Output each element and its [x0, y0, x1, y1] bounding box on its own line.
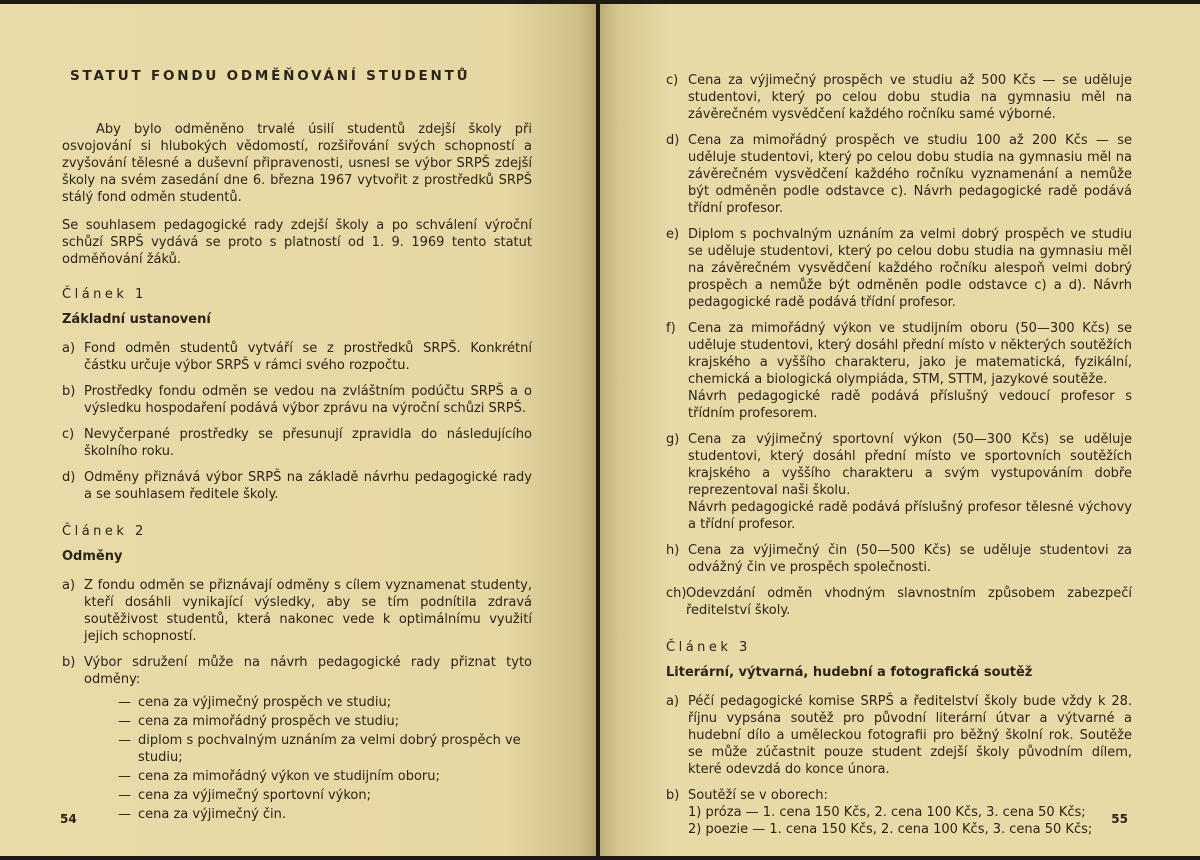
article-2-item-g: [666, 431, 1132, 533]
list-item: [118, 768, 532, 785]
article-2-item-c: [666, 72, 1132, 123]
article-3-label: Článek 3: [666, 640, 751, 655]
item-text: Cena za výjimečný čin (50—500 Kčs) se uděluje studentovi za odvážný čin ve prospěch společnosti.: [688, 543, 1132, 575]
list-item: [118, 787, 532, 804]
dash-marker: —: [118, 769, 131, 784]
article-1-label: Článek 1: [62, 287, 147, 302]
article-1-item-c: [62, 426, 532, 460]
item-text: Cena za výjimečný prospěch ve studiu až 500 Kčs — se uděluje studentovi, který po celou dobu studia na gymnasiu měl na závěrečném vysvědčení každého ročníku samé výborné.: [688, 73, 1132, 122]
item-text: Z fondu odměn se přiznávají odměny s cílem vyznamenat studenty, kteří dosáhli vynikající výsledky, aby se tím podnítila zdravá soutěživost studentů, která nakonec vede k optimálnímu využití jejich schopností.: [84, 578, 532, 644]
rewards-list: [118, 694, 532, 823]
article-3-title: Literární, výtvarná, hudební a fotografická soutěž: [666, 665, 1033, 680]
item-text-block: [688, 320, 1132, 422]
item-text: Péčí pedagogické komise SRPŠ a ředitelství školy bude vždy k 28. říjnu vypsána soutěž pro původní literární útvar a výtvarné a hudební dílo a uměleckou fotografii pro běžný školní rok. Soutěže se může zúčastnit pouze student zdejší školy původním dílem, které odevzdá do konce února.: [688, 694, 1132, 777]
article-1-item-a: [62, 340, 532, 374]
page-number-right: 55: [1111, 812, 1128, 826]
list-item: [118, 694, 532, 711]
item-marker: g): [666, 432, 680, 447]
item-marker: b): [62, 384, 76, 399]
list-item-text: cena za výjimečný sportovní výkon;: [138, 788, 371, 803]
item-marker: d): [666, 133, 680, 148]
item-marker: b): [62, 655, 76, 670]
item-marker: ch): [666, 586, 687, 601]
item-text: Výbor sdružení může na návrh pedagogické rady přiznat tyto odměny:: [84, 655, 532, 687]
left-page: [0, 4, 596, 856]
item-marker: h): [666, 543, 680, 558]
item-marker: a): [62, 578, 76, 593]
dash-marker: —: [118, 807, 131, 822]
category-prose: 1) próza — 1. cena 150 Kčs, 2. cena 100 Kčs, 3. cena 50 Kčs;: [688, 805, 1086, 820]
article-2-item-e: [666, 226, 1132, 311]
item-text: Odměny přiznává výbor SRPŠ na základě návrhu pedagogické rady a se souhlasem ředitele školy.: [84, 470, 532, 502]
dash-marker: —: [118, 733, 131, 748]
item-marker: b): [666, 788, 680, 803]
article-2-item-a: [62, 577, 532, 645]
dash-marker: —: [118, 695, 131, 710]
item-text: Odevzdání odměn vhodným slavnostním způsobem zabezpečí ředitelství školy.: [686, 586, 1132, 618]
intro-paragraph-2: Se souhlasem pedagogické rady zdejší školy a po schválení výroční schůzí SRPŠ vydává se proto s platností od 1. 9. 1969 tento statut odměňování žáků.: [62, 218, 532, 267]
item-marker: f): [666, 321, 676, 336]
article-2-item-ch: [666, 585, 1132, 619]
list-item-text: cena za výjimečný čin.: [138, 807, 287, 822]
item-marker: a): [666, 694, 680, 709]
list-item-text: cena za mimořádný prospěch ve studiu;: [138, 714, 400, 729]
list-item-text: diplom s pochvalným uznáním za velmi dobrý prospěch ve studiu;: [138, 733, 521, 765]
item-marker: e): [666, 227, 680, 242]
article-2-label: Článek 2: [62, 524, 147, 539]
item-text: Fond odměn studentů vytváří se z prostředků SRPŠ. Konkrétní částku určuje výbor SRPŠ v rámci svého rozpočtu.: [84, 341, 532, 373]
article-3-item-a: [666, 693, 1132, 778]
article-1-item-d: [62, 469, 532, 503]
item-marker: d): [62, 470, 76, 485]
page-number-left: 54: [60, 812, 77, 826]
list-item: [118, 713, 532, 730]
dash-marker: —: [118, 788, 131, 803]
intro-paragraph-1: Aby bylo odměněno trvalé úsilí studentů zdejší školy při osvojování si hlubokých vědomostí, rozšiřování svých schopností a zvyšování tělesné a duševní připravenosti, usnesl se výbor SRPŠ zdejší školy na svém zasedání dne 6. března 1967 vytvořit z prostředků SRPŠ stálý fond odměn studentů.: [62, 122, 532, 205]
item-text: Soutěží se v oborech:: [688, 788, 828, 803]
item-text: Cena za výjimečný sportovní výkon (50—300 Kčs) se uděluje studentovi, který dosáhl přední místo ve sportovních soutěžích krajského a vyššího charakteru a svým vystupováním dobře reprezentoval naši školu.: [688, 432, 1132, 498]
list-item-text: cena za výjimečný prospěch ve studiu;: [138, 695, 392, 710]
item-text: Cena za mimořádný prospěch ve studiu 100 až 200 Kčs — se uděluje studentovi, který po celou dobu studia na gymnasiu měl na závěrečném vysvědčení každého ročníku vyznamenání a nemůže být odměněn podle odstavce c). Návrh pedagogické radě podává třídní profesor.: [688, 133, 1132, 216]
list-item: [118, 806, 532, 823]
article-2-title: Odměny: [62, 549, 123, 564]
right-page: [600, 4, 1200, 856]
item-note: Návrh pedagogické radě podává příslušný profesor tělesné výchovy a třídní profesor.: [688, 500, 1132, 532]
item-text: Cena za mimořádný výkon ve studijním oboru (50—300 Kčs) se uděluje studentovi, který dosáhl přední místo v některých soutěžích krajského a vyššího charakteru, jako je matematická, fyzikální, chemická a biologická olympiáda, STM, STTM, jazykové soutěže.: [688, 321, 1132, 387]
left-page-content: [62, 68, 532, 825]
list-item: [118, 732, 532, 766]
document-title: STATUT FONDU ODMĚŇOVÁNÍ STUDENTŮ: [70, 68, 471, 84]
item-marker: c): [666, 73, 679, 88]
item-text-block: [688, 431, 1132, 533]
item-text: Diplom s pochvalným uznáním za velmi dobrý prospěch ve studiu se uděluje studentovi, který po celou dobu studia na gymnasiu měl na závěrečném vysvědčení každého ročníku alespoň velmi dobrý prospěch a nemůže být odměněn podle odstavce c) a d). Návrh pedagogické radě podává třídní profesor.: [688, 227, 1132, 310]
right-page-content: [666, 72, 1132, 847]
dash-marker: —: [118, 714, 131, 729]
list-item-text: cena za mimořádný výkon ve studijním oboru;: [138, 769, 440, 784]
article-2-item-f: [666, 320, 1132, 422]
item-note: Návrh pedagogické radě podává příslušný vedoucí profesor s třídním profesorem.: [688, 389, 1132, 421]
article-2-item-h: [666, 542, 1132, 576]
article-2-item-b: [62, 654, 532, 688]
item-text: Nevyčerpané prostředky se přesunují zpravidla do následujícího školního roku.: [84, 427, 532, 459]
article-1-title: Základní ustanovení: [62, 312, 211, 327]
category-poetry: 2) poezie — 1. cena 150 Kčs, 2. cena 100 Kčs, 3. cena 50 Kčs;: [688, 822, 1093, 837]
article-3-item-b: [666, 787, 1132, 838]
item-marker: c): [62, 427, 75, 442]
item-text-block: [688, 787, 1132, 838]
article-1-item-b: [62, 383, 532, 417]
item-text: Prostředky fondu odměn se vedou na zvláštním podúčtu SRPŠ a o výsledku hospodaření podává výbor zprávu na výroční schůzi SRPŠ.: [84, 384, 532, 416]
article-2-item-d: [666, 132, 1132, 217]
item-marker: a): [62, 341, 76, 356]
